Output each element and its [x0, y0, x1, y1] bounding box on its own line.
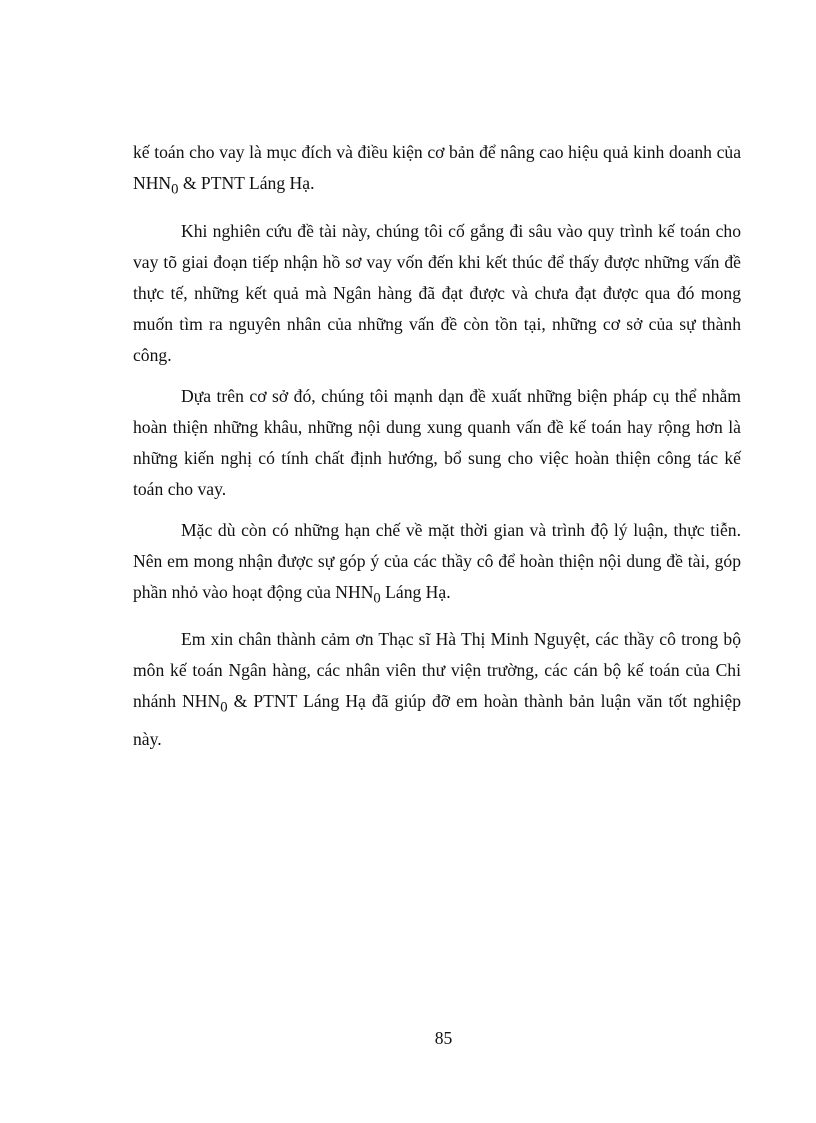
paragraph-text: Mặc dù còn có những hạn chế về mặt thời gian và trình độ lý luận, thực tiễn. Nên em mong nhận được sự góp ý của các thầy cô để hoàn thiện nội dung đề tài, góp phần nhỏ vào hoạt động của NHN: [133, 519, 741, 602]
page-number: 85: [434, 1028, 453, 1048]
paragraph: [133, 137, 741, 206]
subscript-text: 0: [171, 181, 179, 198]
body-text: [133, 137, 741, 765]
paragraph-text: Em xin chân thành cảm ơn Thạc sĩ Hà Thị Minh Nguyệt, các thầy cô trong bộ môn kế toán Ngân hàng, các nhân viên thư viện trường, các cán bộ kế toán của Chi nhánh NHN: [133, 629, 741, 712]
paragraph: [133, 515, 741, 615]
paragraph: [133, 216, 741, 371]
paragraph-text: Khi nghiên cứu đề tài này, chúng tôi cố gắng đi sâu vào quy trình kế toán cho vay tõ giai đoạn tiếp nhận hồ sơ vay vốn đến khi kết thúc để thấy được những vấn đề thực tế, những kết quả mà Ngân hàng đã đạt được và chưa đạt được qua đó mong muốn tìm ra nguyên nhân của những vấn đề còn tồn tại, những cơ sở của sự thành công.: [133, 220, 741, 365]
subscript-text: 0: [220, 699, 228, 716]
paragraph-text: & PTNT Láng Hạ đã giúp đỡ em hoàn thành bản luận văn tốt nghiệp này.: [133, 691, 742, 749]
paragraph: [133, 381, 741, 505]
paragraph-text: kế toán cho vay là mục đích và điều kiện cơ bản để nâng cao hiệu quả kinh doanh của NHN: [133, 142, 741, 193]
paragraph-text: Láng Hạ.: [380, 581, 451, 602]
paragraph-text: & PTNT Láng Hạ.: [178, 173, 315, 193]
paragraph: [133, 624, 741, 755]
paragraph-text: Dựa trên cơ sở đó, chúng tôi mạnh dạn đề xuất những biện pháp cụ thể nhằm hoàn thiện những khâu, những nội dung xung quanh vấn đề kế toán hay rộng hơn là những kiến nghị có tính chất định hướng, bổ sung cho việc hoàn thiện công tác kế toán cho vay.: [133, 385, 741, 499]
subscript-text: 0: [373, 590, 381, 607]
